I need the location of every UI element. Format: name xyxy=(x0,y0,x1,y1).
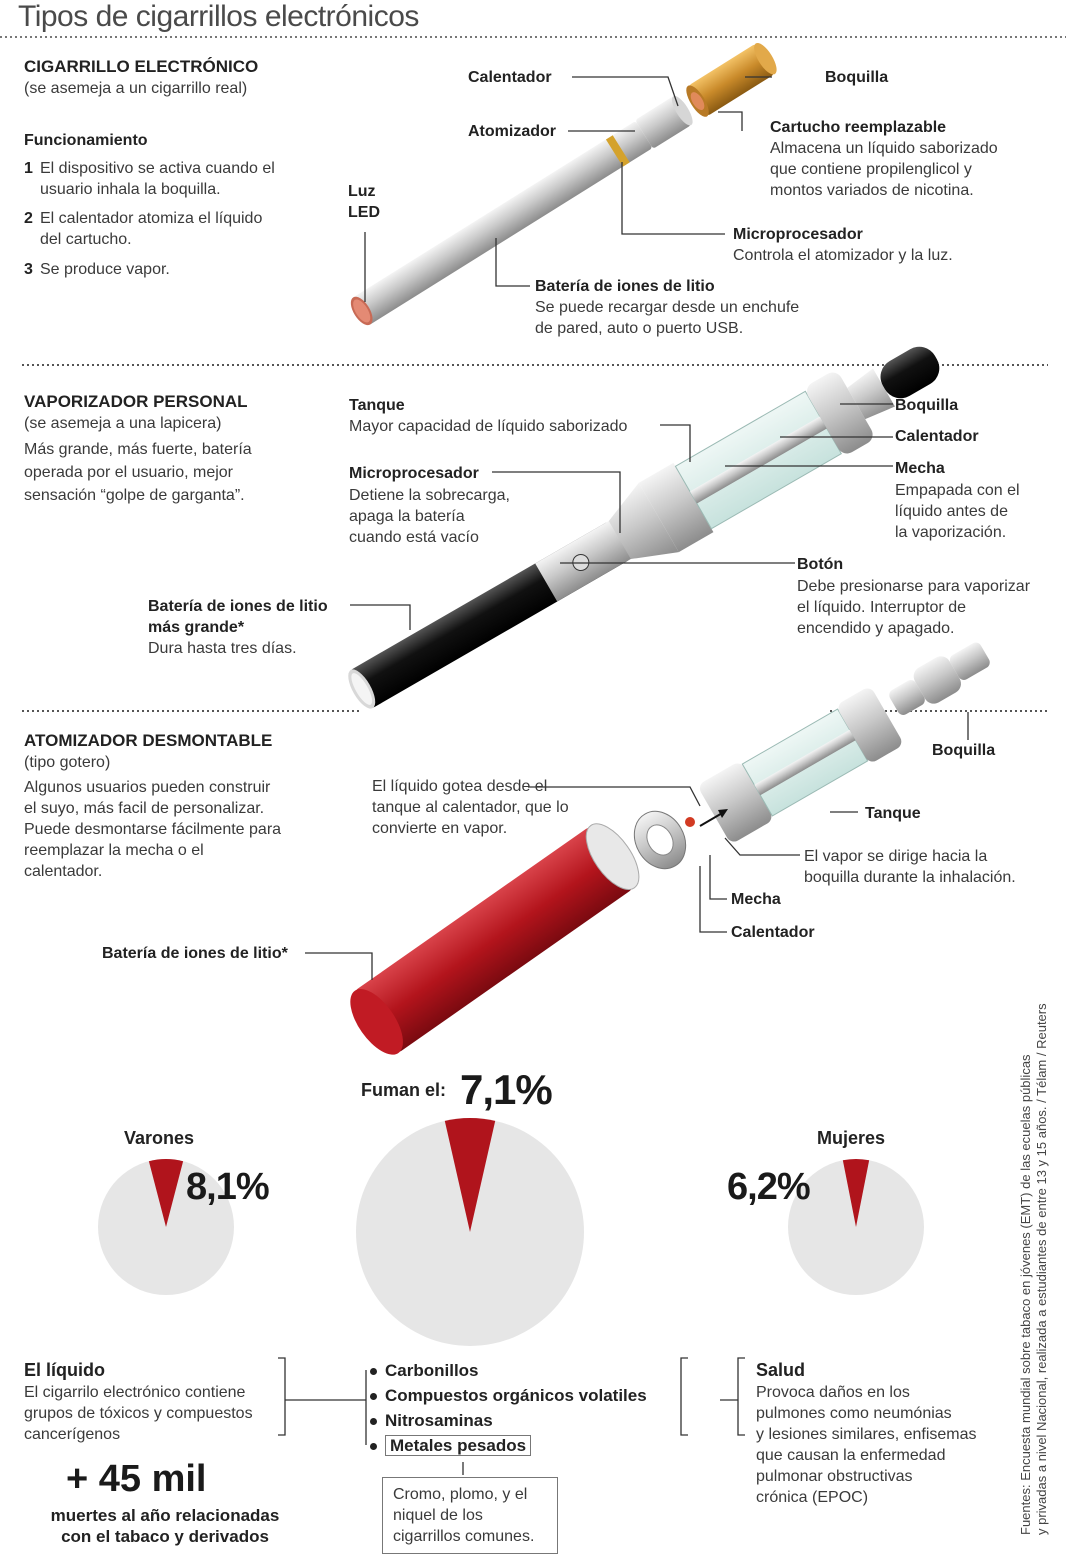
label-calentador-2: Calentador xyxy=(895,428,979,445)
label-luz: Luz xyxy=(348,183,376,200)
micro-desc-2: Detiene la sobrecarga, apaga la batería cuando está vacío xyxy=(349,487,510,546)
toxics-list xyxy=(370,1358,647,1458)
section1-heading: CIGARRILLO ELECTRÓNICO xyxy=(24,57,259,76)
mujeres-value: 6,2% xyxy=(727,1166,810,1208)
label-microprocesador-1: Microprocesador xyxy=(733,226,863,243)
label-tanque-3: Tanque xyxy=(865,805,921,822)
step-1: 1 El dispositivo se activa cuando el usuario inhala la boquilla. xyxy=(24,160,275,198)
step-3: 3 Se produce vapor. xyxy=(24,261,170,278)
label-cartucho: Cartucho reemplazable xyxy=(770,119,947,136)
fuman-value: 7,1% xyxy=(460,1066,552,1113)
label-boquilla-2: Boquilla xyxy=(895,397,959,414)
section3-subheading: (tipo gotero) xyxy=(24,754,111,771)
bateria-desc-1: Se puede recargar desde un enchufe de pared, auto o puerto USB. xyxy=(535,299,800,337)
label-bateria-2: Batería de iones de litio más grande* xyxy=(148,598,328,636)
liquido-gotea-desc: El líquido gotea desde el tanque al calentador, que lo convierte en vapor. xyxy=(372,778,569,837)
liquido-title: El líquido xyxy=(24,1360,105,1380)
section2-desc: Más grande, más fuerte, batería operada por el usuario, mejor sensación “golpe de garganta”. xyxy=(24,441,252,504)
cartucho-desc: Almacena un líquido saborizado que contiene propilenglicol y montos variados de nicotina. xyxy=(770,140,998,199)
step-2: 2 El calentador atomiza el líquido del cartucho. xyxy=(24,210,263,248)
mujeres-label: Mujeres xyxy=(817,1128,886,1148)
tanque-desc-2: Mayor capacidad de líquido saborizado xyxy=(349,418,628,435)
section3-desc: Algunos usuarios pueden construir el suyo, más facil de personalizar. Puede desmontarse fácilmente para reemplazar la mecha o el calentador. xyxy=(24,779,282,880)
label-mecha-2: Mecha xyxy=(895,460,945,477)
label-mecha-3: Mecha xyxy=(731,891,781,908)
source-note: Fuentes: Encuesta mundial sobre tabaco en jóvenes (EMT) de las ecuelas públicas y privadas a nivel Nacional, realizada a estudiantes de entre 13 y 15 años. / Télam / Reuters xyxy=(1018,1003,1049,1535)
label-bateria-1: Batería de iones de litio xyxy=(535,278,715,295)
section2-heading: VAPORIZADOR PERSONAL xyxy=(24,392,248,411)
bateria-desc-2: Dura hasta tres días. xyxy=(148,640,297,657)
deaths-desc: muertes al año relacionadas con el tabaco y derivados xyxy=(50,1506,280,1546)
label-boquilla-1: Boquilla xyxy=(825,69,889,86)
boton-desc: Debe presionarse para vaporizar el líquido. Interruptor de encendido y apagado. xyxy=(797,578,1031,637)
micro-desc-1: Controla el atomizador y la luz. xyxy=(733,247,953,264)
metals-note: Cromo, plomo, y el niquel de los cigarrillos comunes. xyxy=(382,1477,558,1554)
mecha-desc-2: Empapada con el líquido antes de la vaporización. xyxy=(895,482,1020,541)
label-bateria-3: Batería de iones de litio* xyxy=(102,945,288,962)
list-item: Compuestos orgánicos volatiles xyxy=(370,1383,647,1408)
varones-label: Varones xyxy=(124,1128,195,1148)
list-item: Nitrosaminas xyxy=(370,1408,647,1433)
label-boquilla-3: Boquilla xyxy=(932,742,996,759)
battery-red-illustration xyxy=(340,815,649,1063)
section2-subheading: (se asemeja a una lapicera) xyxy=(24,415,222,432)
deaths-value: + 45 mil xyxy=(66,1458,207,1500)
label-calentador-3: Calentador xyxy=(731,924,815,941)
list-item: Metales pesados xyxy=(370,1433,647,1458)
salud-title: Salud xyxy=(756,1360,806,1380)
liquido-desc: El cigarrilo electrónico contiene grupos de tóxicos y compuestos cancerígenos xyxy=(24,1384,253,1443)
label-tanque-2: Tanque xyxy=(349,397,405,414)
label-atomizador: Atomizador xyxy=(468,123,556,140)
salud-desc: Provoca daños en los pulmones como neumónias y lesiones similares, enfisemas que causan la enfermedad pulmonar obstructivas crónica (EPOC) xyxy=(756,1384,977,1506)
list-item: Carbonillos xyxy=(370,1358,647,1383)
varones-value: 8,1% xyxy=(186,1166,269,1208)
pie-total xyxy=(356,1118,584,1346)
page-title: Tipos de cigarrillos electrónicos xyxy=(18,0,419,33)
label-boton: Botón xyxy=(797,556,844,573)
vapor-desc: El vapor se dirige hacia la boquilla durante la inhalación. xyxy=(804,848,1016,886)
section1-subheading: (se asemeja a un cigarrillo real) xyxy=(24,80,248,97)
label-led: LED xyxy=(348,204,380,221)
label-calentador-1: Calentador xyxy=(468,69,552,86)
label-microprocesador-2: Microprocesador xyxy=(349,465,479,482)
section3-heading: ATOMIZADOR DESMONTABLE xyxy=(24,731,273,750)
func-title: Funcionamiento xyxy=(24,132,148,149)
fuman-label: Fuman el: xyxy=(361,1080,447,1100)
